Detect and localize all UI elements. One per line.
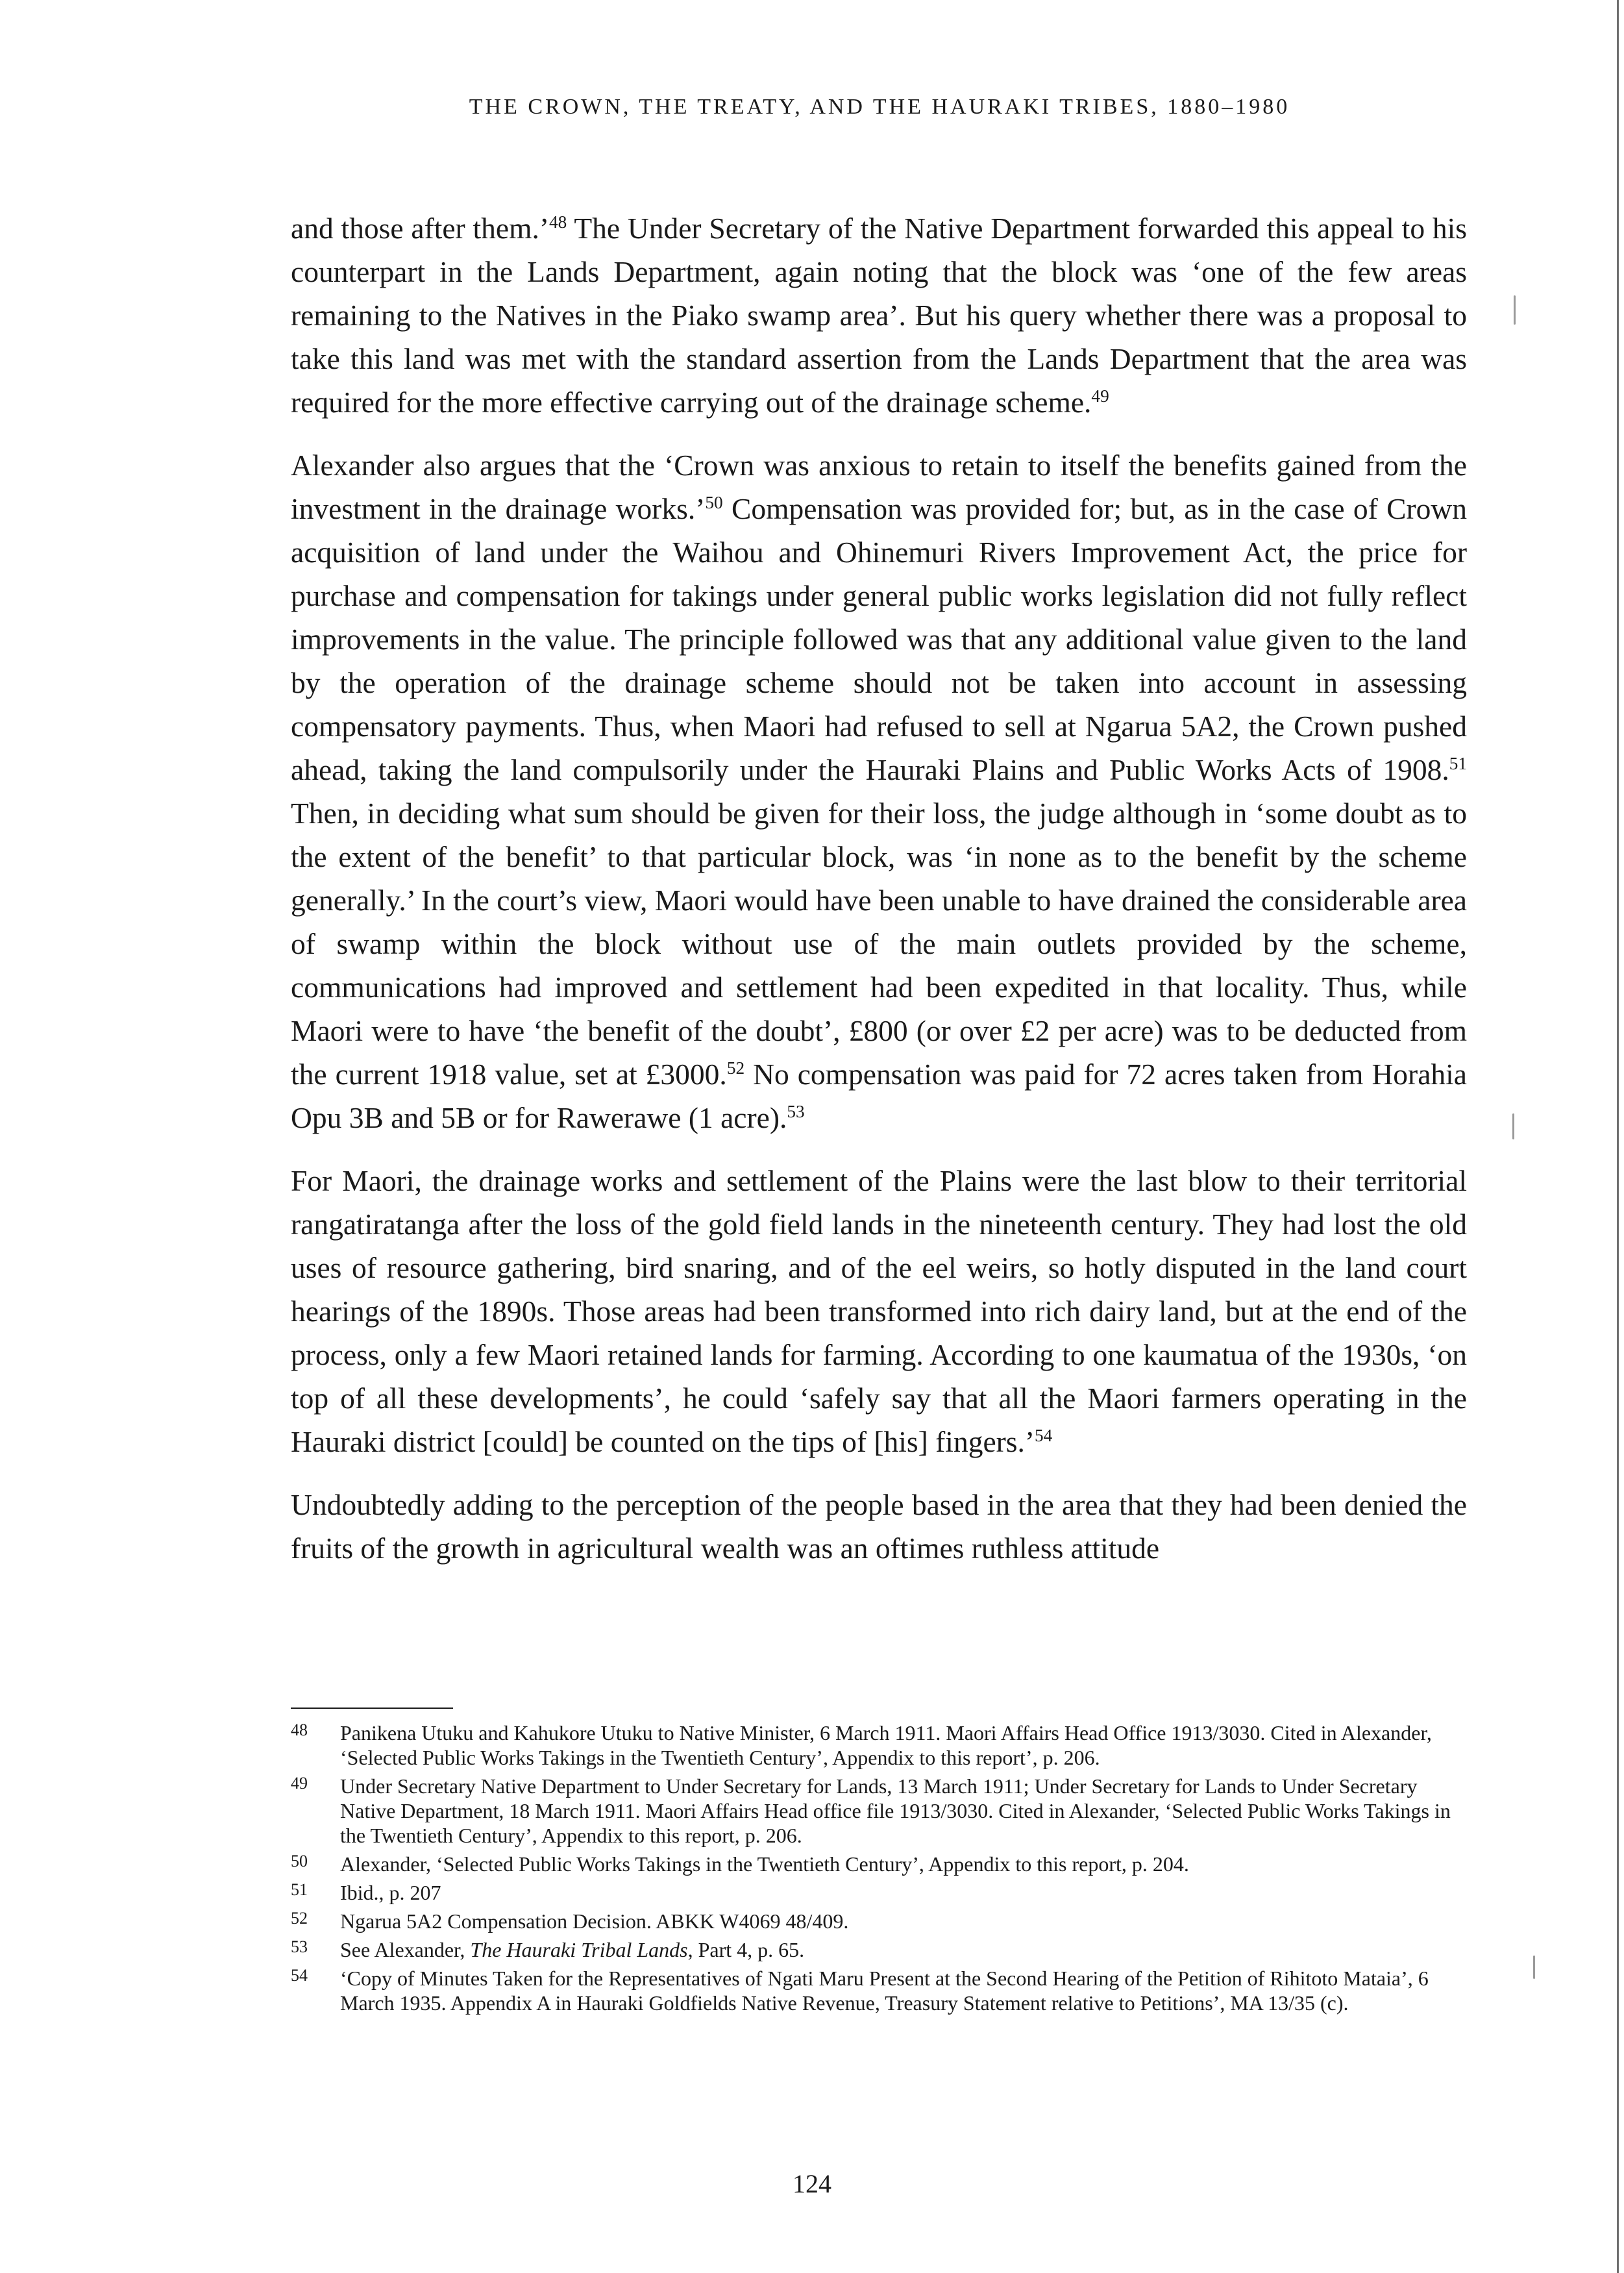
text-run: , Part 4, p. 65. [687,1938,805,1961]
footnote-text [340,1720,1467,1770]
footnote-text [340,1909,1467,1933]
footnote [291,1880,1467,1905]
italic-title: The Hauraki Tribal Lands [470,1938,688,1961]
page-number: 124 [793,2169,831,2198]
footnote-ref: 48 [549,212,567,232]
text-run: Then, in deciding what sum should be given for their loss, the judge although in ‘some doubt as to the extent of the benefit’ to that particular block, was ‘in none as to the benefit by the scheme generally.’ In the court’s view, Maori would have been unable to have drained the considerable area of swamp within the block without use of the main outlets provided by the scheme, communications had improved and settlement had been expedited in that locality. Thus, while Maori were to have ‘the benefit of the doubt’, £800 (or over £2 per acre) was to be deducted from the current 1918 value, set at £3000. [291,797,1467,1091]
body-text [291,206,1467,1589]
footnote-number: 48 [291,1720,308,1739]
footnote [291,1937,1467,1962]
margin-mark [1533,1956,1535,1979]
page-edge-line [1617,0,1619,2273]
text-run: For Maori, the drainage works and settlement of the Plains were the last blow to their territorial rangatiratanga after the loss of the gold field lands in the nineteenth century. They had lost the old uses of resource gathering, bird snaring, and of the eel weirs, so hotly disputed in the land court hearings of the 1890s. Those areas had been transformed into rich dairy land, but at the end of the process, only a few Maori retained lands for farming. According to one kaumatua of the 1930s, ‘on top of all these developments’, he could ‘safely say that all the Maori farmers operating in the Hauraki district [could] be counted on the tips of [his] fingers.’ [291,1164,1467,1458]
footnotes [291,1720,1467,2019]
footnote-ref: 51 [1449,753,1467,773]
text-run: The Under Secretary of the Native Department forwarded this appeal to his counterpart in the Lands Department, again noting that the block was ‘one of the few areas remaining to the Natives in the Piako swamp area’. But his query whether there was a proposal to take this land was met with the standard assertion from the Lands Department that the area was required for the more effective carrying out of the drainage scheme. [291,212,1467,419]
footnote-number: 51 [291,1880,308,1899]
footnote-number: 53 [291,1937,308,1956]
paragraph [291,206,1467,424]
footnote-ref: 54 [1035,1425,1053,1445]
text-run: ‘Copy of Minutes Taken for the Representatives of Ngati Maru Present at the Second Hearing of the Petition of Rihitoto Mataia’, 6 March 1935. Appendix A in Hauraki Goldfields Native Revenue, Treasury Statement relative to Petitions’, MA 13/35 (c). [340,1967,1429,2015]
footnote-ref: 53 [787,1101,805,1121]
footnote-text [340,1937,1467,1962]
text-run: Compensation was provided for; but, as in the case of Crown acquisition of land under the Waihou and Ohinemuri Rivers Improvement Act, the price for purchase and compensation for takings under general public works legislation did not fully reflect improvements in the value. The principle followed was that any additional value given to the land by the operation of the drainage scheme should not be taken into account in assessing compensatory payments. Thus, when Maori had refused to sell at Ngarua 5A2, the Crown pushed ahead, taking the land compulsorily under the Hauraki Plains and Public Works Acts of 1908. [291,492,1468,786]
running-head: THE CROWN, THE TREATY, AND THE HAURAKI TRIBES, 1880–1980 [469,95,1290,119]
footnote [291,1852,1467,1876]
text-run: and those after them.’ [291,212,550,245]
footnote [291,1774,1467,1848]
footnote-text [340,1880,1467,1905]
footnote-number: 52 [291,1909,308,1928]
footnote-text [340,1966,1467,2015]
footnote [291,1966,1467,2015]
paragraph [291,443,1467,1139]
footnote-text [340,1852,1467,1876]
margin-mark [1514,295,1516,325]
footnote-ref: 52 [726,1058,745,1078]
footnote-number: 49 [291,1774,308,1793]
footnote-ref: 50 [705,492,723,512]
footnote-number: 54 [291,1966,308,1985]
footnote-number: 50 [291,1852,308,1870]
text-run: No compensation was paid for 72 acres taken from Horahia Opu 3B and 5B or for Rawerawe (1 acre). [291,1058,1467,1134]
text-run: Alexander also argues that the ‘Crown was anxious to retain to itself the benefits gained from the investment in the drainage works.’ [291,449,1467,525]
paragraph [291,1159,1467,1463]
text-run: Undoubtedly adding to the perception of the people based in the area that they had been denied the fruits of the growth in agricultural wealth was an oftimes ruthless attitude [291,1488,1467,1565]
footnote-rule [291,1708,453,1709]
margin-mark [1512,1113,1514,1139]
footnote-ref: 49 [1091,386,1109,406]
text-run: Under Secretary Native Department to Under Secretary for Lands, 13 March 1911; Under Secretary for Lands to Under Secretary Native Department, 18 March 1911. Maori Affairs Head office file 1913/3030. Cited in Alexander, ‘Selected Public Works Takings in the Twentieth Century’, Appendix to this report, p. 206. [340,1774,1451,1847]
text-run: Ibid., p. 207 [340,1881,441,1904]
paragraph [291,1483,1467,1570]
text-run: Alexander, ‘Selected Public Works Takings in the Twentieth Century’, Appendix to this report, p. 204. [340,1852,1189,1876]
text-run: Ngarua 5A2 Compensation Decision. ABKK W4069 48/409. [340,1909,849,1933]
footnote [291,1909,1467,1933]
footnote [291,1720,1467,1770]
footnote-text [340,1774,1467,1848]
text-run: Panikena Utuku and Kahukore Utuku to Native Minister, 6 March 1911. Maori Affairs Head Office 1913/3030. Cited in Alexander, ‘Selected Public Works Takings in the Twentieth Century’, Appendix to this report’, p. 206. [340,1721,1432,1769]
text-run: See Alexander, [340,1938,471,1961]
